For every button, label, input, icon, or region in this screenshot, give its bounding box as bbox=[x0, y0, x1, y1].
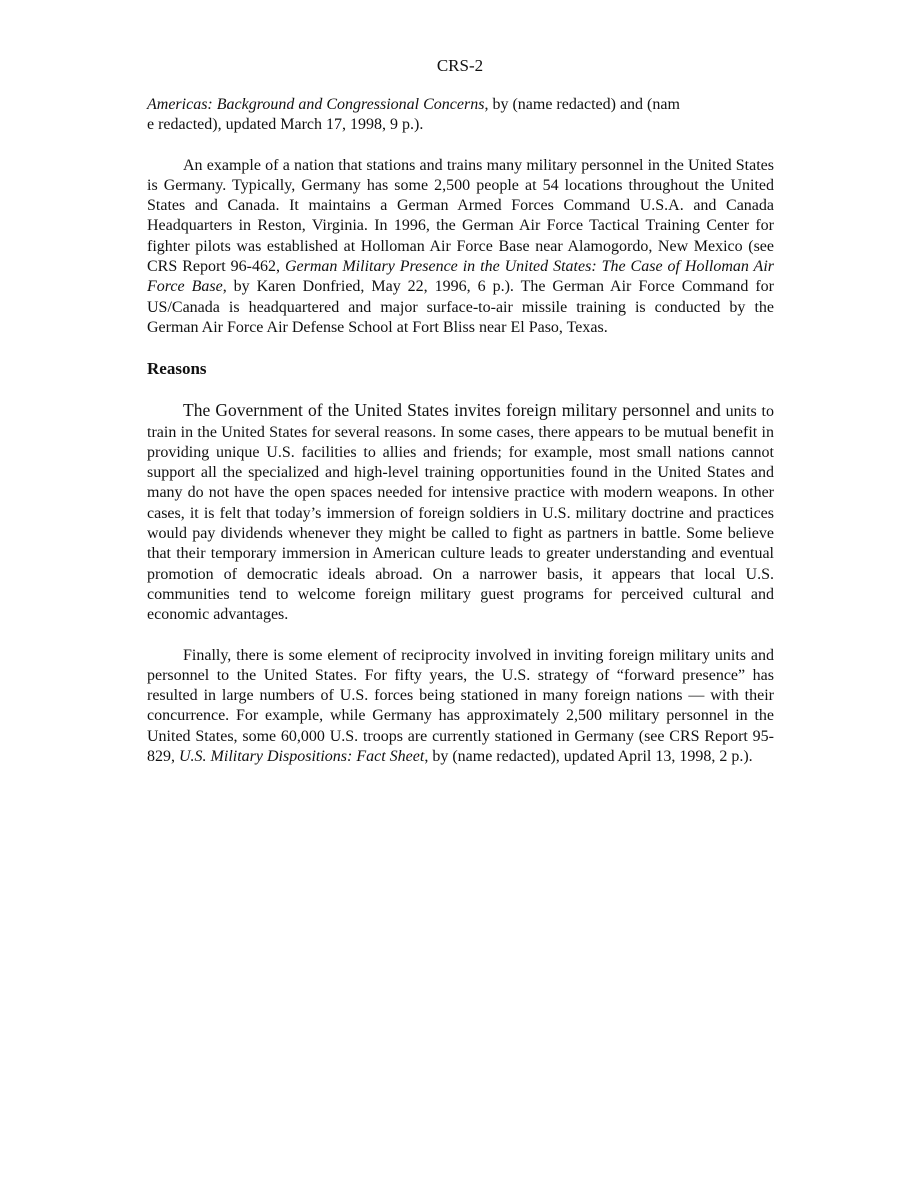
reasons-text: units to train in the United States for several reasons. In some cases, there appears to be mutual benefit in providing unique U.S. facilities to allies and friends; for example, most small nations cannot support all the specialized and high-level training opportunities found in the United States and many do not have the open spaces needed for intensive practice with modern weapons. In other cases, it is felt that today’s immersion of foreign soldiers in U.S. military doctrine and practices would pay dividends whenever they might be called to fight as partners in battle. Some believe that their temporary immersion in American culture leads to greater understanding and eventual promotion of democratic ideals abroad. On a narrower basis, it appears that local U.S. communities tend to welcome foreign military guest programs for perceived cultural and economic advantages. bbox=[147, 403, 774, 624]
reciprocity-text-start: Finally, there is some element of reciprocity involved in inviting foreign military units and personnel to the United States. For fifty years, the U.S. strategy of “forward presence” has resulted in large numbers of U.S. forces being stationed in many foreign nations — with their concurrence. For example, while Germany has approximately 2,500 military personnel in the United States, some 60,000 U.S. troops are currently stationed in Germany (see CRS Report 95-829, bbox=[147, 646, 774, 766]
germany-text-end: , by Karen Donfried, May 22, 1996, 6 p.). The German Air Force Command for US/Canada is headquartered and major surface-to-air missile training is conducted by the German Air Force Air Defense School at Fort Bliss near El Paso, Texas. bbox=[147, 278, 775, 336]
germany-text-start: An example of a nation that stations and trains many military personnel in the United States is Germany. Typically, Germany has some 2,500 people at 54 locations throughout the United States and Canada. It maintains a German Armed Forces Command U.S.A. and Canada Headquarters in Reston, Virginia. In 1996, the German Air Force Tactical Training Center for fighter pilots was established at Holloman Air Force Base near Alamogordo, New Mexico (see CRS Report 96-462, bbox=[147, 156, 774, 276]
cited-report-title: Americas: Background and Congressional Concerns bbox=[147, 96, 485, 113]
section-heading-reasons: Reasons bbox=[147, 359, 207, 379]
document-body bbox=[147, 95, 774, 767]
cited-report-details: e redacted), updated March 17, 1998, 9 p.). bbox=[147, 116, 424, 134]
reciprocity-text-end: , by (name redacted), updated April 13, 1998, 2 p.). bbox=[424, 748, 753, 766]
reciprocity-paragraph bbox=[147, 646, 774, 768]
reasons-lead-sentence: The Government of the United States invites foreign military personnel and bbox=[183, 400, 721, 421]
reciprocity-report-title: U.S. Military Dispositions: Fact Sheet bbox=[179, 748, 425, 766]
reasons-paragraph bbox=[147, 400, 774, 625]
germany-report-title: German Military Presence in the United States: The Case of Holloman Air Force Base bbox=[147, 258, 774, 296]
germany-example-paragraph bbox=[147, 156, 774, 339]
continued-citation bbox=[147, 95, 774, 136]
cited-report-authors: , by (name redacted) and (nam bbox=[484, 96, 680, 113]
page-number-header: CRS-2 bbox=[436, 56, 484, 75]
